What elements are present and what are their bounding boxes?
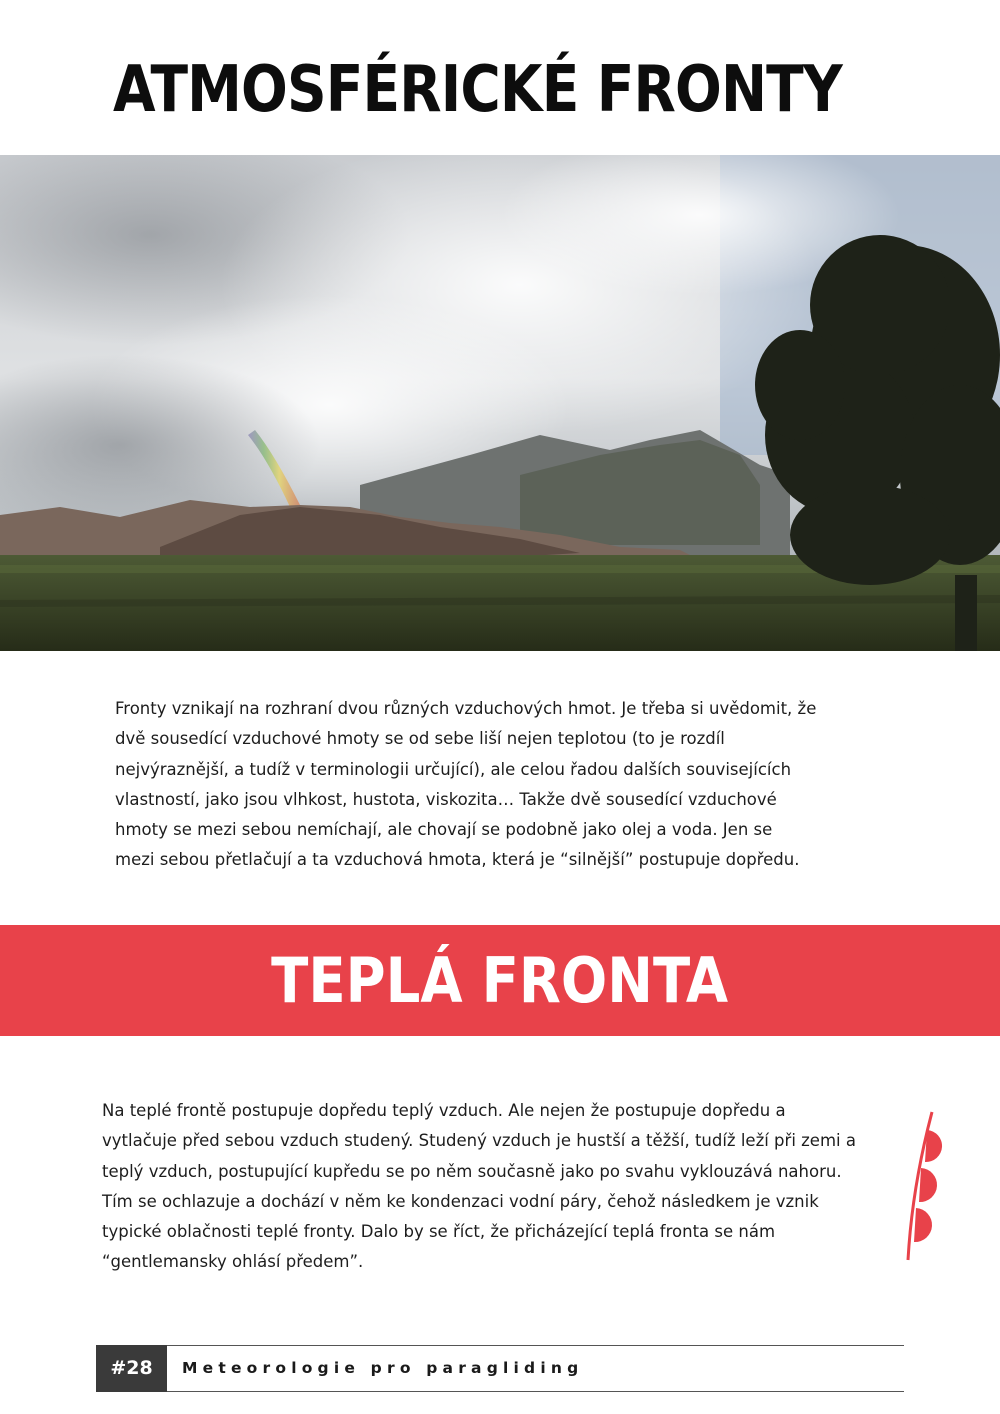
section-title: TEPLÁ FRONTA [271,944,729,1017]
intro-line: mezi sebou přetlačují a ta vzduchová hmota, která je “silnější” postupuje dopředu. [115,850,800,870]
intro-line: Fronty vznikají na rozhraní dvou různých vzduchových hmot. Je třeba si uvědomit, že [115,699,817,718]
body-line: teplý vzduch, postupující kupředu se po něm současně jako po svahu vyklouzává nahoru. [102,1161,842,1181]
intro-line: vlastností, jako jsou vlhkost, hustota, viskozita… Takže dvě sousedící vzduchové [115,789,777,809]
body-paragraph [102,1096,902,1278]
intro-line: nejvýraznější, a tudíž v terminologii určující), ale celou řadou dalších souvisejících [115,759,792,779]
page-number-badge: #28 [96,1345,167,1392]
publication-title: Meteorologie pro paragliding [182,1359,584,1377]
body-line: Na teplé frontě postupuje dopředu teplý vzduch. Ale nejen že postupuje dopředu a [102,1101,786,1120]
intro-line: dvě sousedící vzduchové hmoty se od sebe liší nejen teplotou (to je rozdíl [115,729,725,749]
body-line: “gentlemansky ohlásí předem”. [102,1252,364,1272]
body-line: Tím se ochlazuje a dochází v něm ke kondenzaci vodní páry, čehož následkem je vznik [102,1191,819,1211]
warm-front-symbol-icon [900,1108,960,1264]
page-title: ATMOSFÉRICKÉ FRONTY [113,53,842,127]
body-line: typické oblačnosti teplé fronty. Dalo by se říct, že přicházející teplá fronta se nám [102,1222,776,1242]
intro-paragraph [115,694,860,876]
body-line: vytlačuje před sebou vzduch studený. Studený vzduch je hustší a těžší, tudíž leží při zemi a [102,1131,856,1151]
hero-photo [0,155,1000,651]
section-banner [0,925,1000,1036]
intro-line: hmoty se mezi sebou nemíchají, ale chovají se podobně jako olej a voda. Jen se [115,820,773,840]
